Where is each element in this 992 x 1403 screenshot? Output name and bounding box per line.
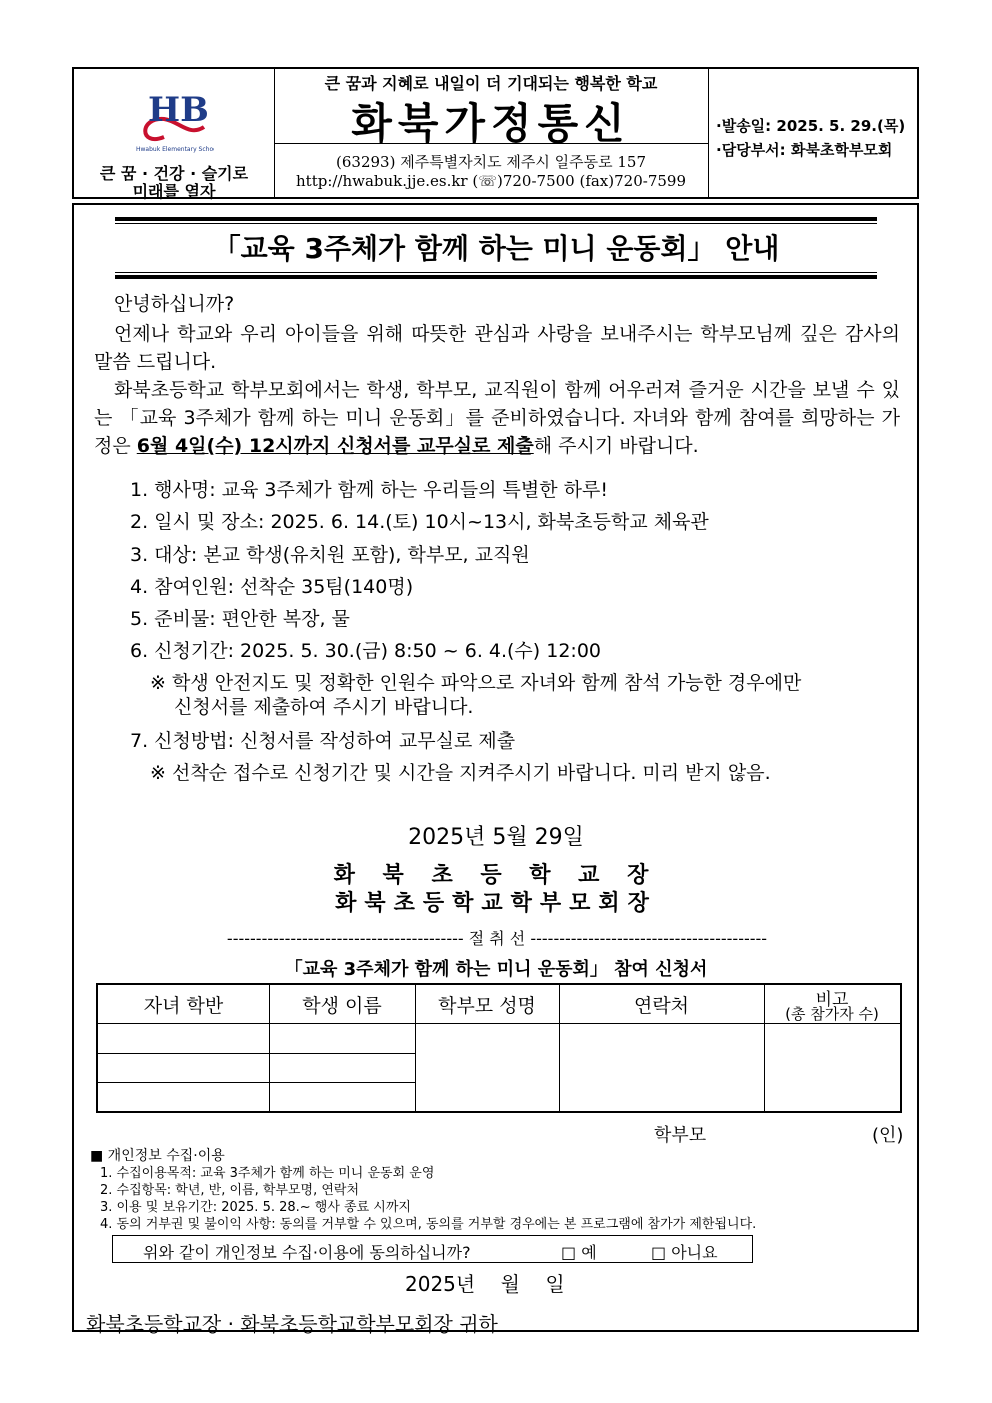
col-header-contact: 연락처 [633, 995, 690, 1017]
banner-top-rule-thin [115, 223, 877, 224]
col-header-remark-sub: (총 참가자 수) [785, 1005, 879, 1023]
application-date: 2025년 월 일 [405, 1272, 565, 1296]
col-header-remark: 비고 [815, 990, 849, 1010]
parent-name-cell[interactable] [417, 1025, 557, 1109]
cut-line: ----------------------------------------- 절 취 선 ----------------------------------------- [226, 929, 768, 948]
list-item: 1. 행사명: 교육 3주체가 함께 하는 우리들의 특별한 하루! [130, 479, 608, 501]
notice-banner [115, 217, 877, 279]
consent-box [112, 1235, 753, 1263]
seal-label[interactable]: (인) [872, 1125, 904, 1146]
row-divider [98, 1053, 415, 1054]
title-top [274, 69, 708, 148]
issue-date: ·발송일: 2025. 5. 29.(목) [716, 117, 906, 135]
note-first-come: ※ 선착순 접수로 신청기간 및 시간을 지켜주시기 바랍니다. 미리 받지 않음. [150, 762, 771, 784]
note-safety: ※ 학생 안전지도 및 정확한 인원수 파악으로 자녀와 함께 참석 가능한 경우에만 [150, 672, 802, 694]
consent-question: 위와 같이 개인정보 수집·이용에 동의하십니까? [143, 1243, 471, 1262]
contact-cell[interactable] [561, 1025, 762, 1109]
greeting: 안녕하십니까? [114, 293, 235, 315]
consent-yes-checkbox[interactable]: □ 예 [561, 1243, 597, 1262]
paragraph-invitation [94, 376, 900, 460]
application-table [96, 983, 902, 1113]
signer-pta-president: 화북초등학교학부모회장 [335, 891, 657, 916]
info-cell [708, 69, 917, 197]
school-slogan: 큰 꿈과 지혜로 내일이 더 기대되는 행복한 학교 [324, 74, 658, 93]
privacy-line: 2. 수집항목: 학년, 반, 이름, 학부모명, 연락처 [100, 1183, 360, 1198]
notice-date: 2025년 5월 29일 [408, 825, 584, 850]
note-safety-cont: 신청서를 제출하여 주시기 바랍니다. [174, 696, 474, 718]
title-cell [274, 69, 709, 197]
list-item: 5. 준비물: 편안한 복장, 물 [130, 608, 350, 630]
banner-bottom-rule-thin [115, 272, 877, 273]
paragraph-thanks: 언제나 학교와 우리 아이들을 위해 따뜻한 관심과 사랑을 보내주시는 학부모님께 깊은 감사의 말씀 드립니다. [94, 323, 900, 373]
school-logo [134, 77, 214, 153]
application-title: 「교육 3주체가 함께 하는 미니 운동회」 참여 신청서 [284, 959, 708, 980]
list-item: 7. 신청방법: 신청서를 작성하여 교무실로 제출 [130, 730, 516, 752]
privacy-heading: ■ 개인정보 수집·이용 [90, 1148, 225, 1164]
signer-principal: 화 북 초 등 학 교 장 [333, 863, 659, 888]
notice-title: 「교육 3주체가 함께 하는 미니 운동회」 안내 [212, 232, 780, 265]
logo-cell [74, 69, 275, 201]
privacy-line: 1. 수집이용목적: 교육 3주체가 함께 하는 미니 운동회 운영 [100, 1166, 435, 1181]
school-logo-graphic [134, 77, 214, 153]
parent-signature-label: 학부모 [654, 1125, 707, 1146]
invitation-text: 화북초등학교 학부모회에서는 학생, 학부모, 교직원이 함께 어우러져 즐거운 시간을 보낼 수 있는 「교육 3주체가 함께 하는 미니 운동회」를 준비하였습니다. 자녀와 함께 참여를 희망하는 가정은 [94, 379, 900, 457]
col-header-class: 자녀 학반 [143, 995, 224, 1017]
row-divider [98, 1082, 415, 1083]
student-name-cell[interactable] [271, 1025, 413, 1051]
invitation-end: 해 주시기 바랍니다. [533, 435, 699, 457]
newsletter-title: 화북가정통신 [351, 99, 631, 148]
list-item: 6. 신청기간: 2025. 5. 30.(금) 8:50 ~ 6. 4.(수) 12:00 [130, 640, 601, 662]
list-item: 4. 참여인원: 선착순 35팀(140명) [130, 576, 414, 598]
privacy-line: 3. 이용 및 보유기간: 2025. 5. 28.~ 행사 종료 시까지 [100, 1200, 411, 1215]
school-motto-line2: 미래를 열자 [132, 182, 216, 201]
addressee: 화북초등학교장 · 화북초등학교학부모회장 귀하 [86, 1312, 498, 1336]
logo-letters: HB [148, 90, 209, 130]
logo-caption: Hwabuk Elementary School [136, 146, 214, 153]
col-header-parent-name: 학부모 성명 [438, 995, 536, 1017]
school-address: (63293) 제주특별자치도 제주시 일주동로 157 [336, 153, 646, 171]
banner-bottom-rule [115, 275, 877, 279]
school-motto-line1: 큰 꿈 · 건강 · 슬기로 [99, 164, 249, 183]
department: ·담당부서: 화북초학부모회 [716, 141, 893, 159]
class-cell[interactable] [98, 1025, 267, 1051]
deadline-emphasis: 6월 4일(수) 12시까지 신청서를 교무실로 제출 [136, 435, 534, 457]
col-header-student-name: 학생 이름 [302, 995, 382, 1017]
remark-cell[interactable] [766, 1025, 898, 1109]
list-item: 2. 일시 및 장소: 2025. 6. 14.(토) 10시~13시, 화북초등학교 체육관 [130, 511, 709, 533]
privacy-line: 4. 동의 거부권 및 불이익 사항: 동의를 거부할 수 있으며, 동의를 거부할 경우에는 본 프로그램에 참가가 제한됩니다. [100, 1217, 757, 1232]
school-contact: http://hwabuk.jje.es.kr (☏)720-7500 (fax)720-7599 [296, 172, 686, 190]
consent-no-checkbox[interactable]: □ 아니요 [651, 1243, 718, 1262]
banner-top-rule [115, 217, 877, 221]
list-item: 3. 대상: 본교 학생(유치원 포함), 학부모, 교직원 [130, 544, 530, 566]
newsletter-header [72, 67, 919, 199]
